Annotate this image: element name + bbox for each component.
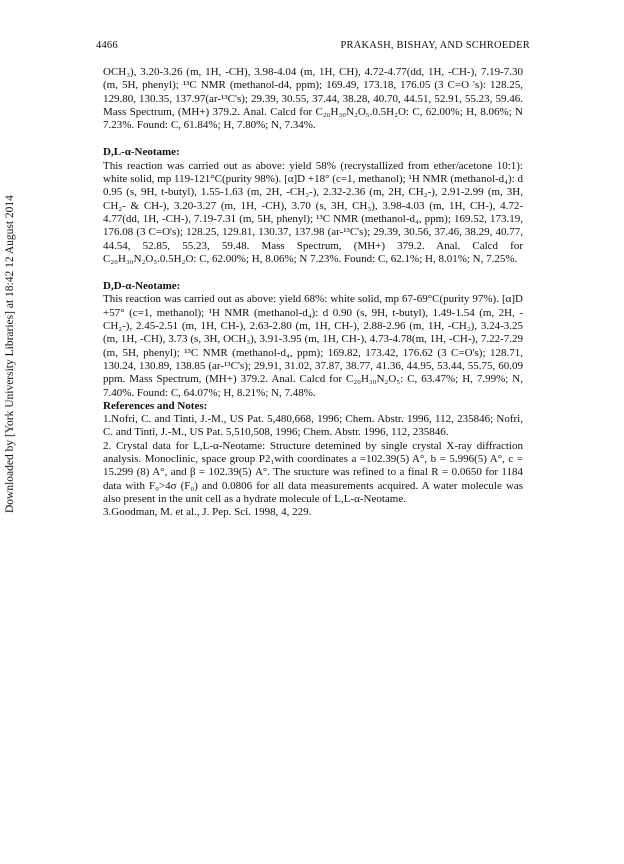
download-watermark: Downloaded by [York University Libraries] at 18:42 12 August 2014	[4, 195, 16, 513]
section-heading: D,L-α-Neotame:	[103, 146, 180, 159]
reference-item: 2. Crystal data for L,L-α-Neotame: Structure detemined by single crystal X-ray diffraction analysis. Monoclinic, space group P2₁with coordinates a =102.39(5) A°, b = 5.996(5) A°, c = 15.299 (8) A°, and β = 102.39(5) A°. The sructure was refined to a final R = 0.0650 for 1184 data with F₀>4σ (F₀) and 0.0806 for all data measurements acquired. A water molecule was also present in the unit cell as a hydrate molecule of L,L-α-Neotame.	[103, 439, 523, 505]
references-heading: References and Notes:	[103, 399, 208, 412]
reference-item: 3.Goodman, M. et al., J. Pep. Sci. 1998, 4, 229.	[103, 506, 312, 519]
section-dl-neotame	[103, 146, 523, 266]
reference-item: 1.Nofri, C. and Tinti, J.-M., US Pat. 5,480,668, 1996; Chem. Abstr. 1996, 112, 235846; Nofri, C. and Tinti, J.-M., US Pat. 5,510,508, 1996; Chem. Abstr. 1996, 112, 235846.	[103, 413, 523, 439]
section-body: This reaction was carried out as above: yield 68%: white solid, mp 67-69°C(purity 97%). [α]D +57° (c=1, methanol); ¹H NMR (methanol-d₄): d 0.90 (s, 9H, t-butyl), 1.49-1.54 (m, 2H, -CH₂-), 2.45-2.51 (m, 1H, CH-), 2.63-2.80 (m, 1H, CH-), 2.88-2.96 (m, 1H, -CH₂), 3.24-3.25 (m, 1H, -CH), 3.73 (s, 3H, OCH₃), 3.91-3.95 (m, 1H, CH-), 4.73-4.78(m, 1H, -CH-), 7.22-7.29 (m, 5H, phenyl); ¹³C NMR (methanol-d₄, ppm); 169.82, 173.42, 176.62 (3 C=O's); 128.71, 130.24, 130.89, 138.85 (ar-¹³C's); 29.91, 31.02, 37.87, 38.77, 41.36, 44.95, 53.44, 55.75, 60.09 ppm. Mass Spectrum, (MH+) 379.2. Anal. Calcd for C₂₀H₃₀N₂O₅: C, 63.47%; H, 7.99%; N, 7.40%. Found: C, 64.07%; H, 8.21%; N, 7.48%.	[103, 293, 523, 399]
section-dd-neotame	[103, 280, 523, 400]
section-body: This reaction was carried out as above: yield 58% (recrystallized from ether/acetone 10:1): white solid, mp 119-121°C(purity 98%). [α]D +18° (c=1, methanol); ¹H NMR (methanol-d₄): d 0.95 (s, 9H, t-butyl), 1.55-1.63 (m, 2H, -CH₂-), 2.32-2.36 (m, 2H, CH₂-), 2.91-2.99 (m, 3H, CH₂- & CH-), 3.20-3.27 (m, 1H, -CH), 3.70 (s, 3H, CH₃), 3.98-4.03 (m, 1H, CH-), 4.72-4.77(dd, 1H, -CH-), 7.19-7.31 (m, 5H, phenyl); ¹³C NMR (methanol-d₄, ppm); 169.52, 173.19, 176.08 (3 C=O's); 128.25, 129.81, 130.37, 137.98 (ar-¹³C's); 29.39, 30.56, 37.46, 38.29, 40.77, 44.54, 52.85, 55.23, 59.48. Mass Spectrum, (MH+) 379.2. Anal. Calcd for C₂₀H₃₀N₂O₅.0.5H₂O: C, 62.00%; H, 8.06%; N 7.23%. Found: C, 62.1%; H, 8.01%; N, 7.25%.	[103, 159, 523, 265]
running-head-authors: PRAKASH, BISHAY, AND SCHROEDER	[340, 40, 530, 51]
intro-paragraph: OCH₃), 3.20-3.26 (m, 1H, -CH), 3.98-4.04 (m, 1H, CH), 4.72-4.77(dd, 1H, -CH-), 7.19-7.30 (m, 5H, phenyl); ¹³C NMR (methanol-d4, ppm); 169.49, 173.18, 176.05 (3 C=O 's): 128.25, 129.80, 130.35, 137.97(ar-¹³C's); 29.39, 30.55, 37.44, 38.28, 40.70, 44.51, 52.91, 55.23, 59.46. Mass Spectrum, (MH+) 379.2. Anal. Calcd for C₂₀H₃₀N₂O₅.0.5H₂O: C, 62.00%; H, 8.06%; N 7.23%. Found: C, 61.84%; H, 7.80%; N, 7.34%.	[103, 66, 523, 132]
page-number: 4466	[96, 40, 118, 51]
article-body	[103, 66, 523, 520]
running-header	[96, 40, 530, 56]
section-heading: D,D-α-Neotame:	[103, 280, 181, 293]
